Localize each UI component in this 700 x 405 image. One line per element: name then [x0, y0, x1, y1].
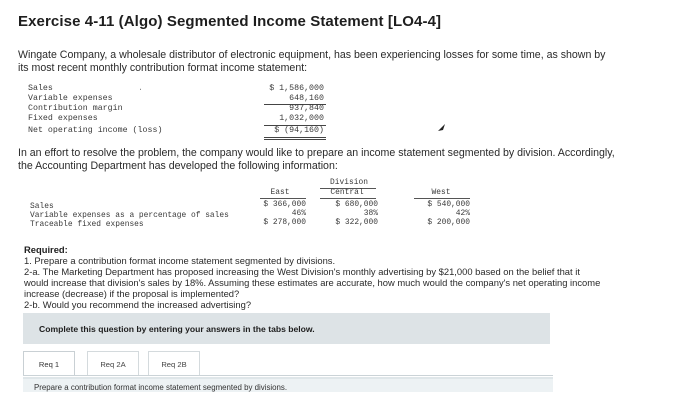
required-item-2a: 2-a. The Marketing Department has proposed increasing the West Division's monthly advertising by $21,000 based on the belief that it would increase that division's sales by 18%. Assuming these estimates are accurate, how much would the company's net operating income increase (decrease) if the proposal is implemented?	[24, 266, 601, 299]
row-label-variable-expenses-pct: Variable expenses as a percentage of sales	[30, 211, 229, 220]
column-header-central: Central	[330, 188, 364, 197]
header-underline	[320, 198, 376, 199]
tab-strip-border	[23, 375, 553, 376]
statement-value: $ 1,586,000	[269, 84, 324, 93]
instructions-banner: Complete this question by entering your answers in the tabs below.	[23, 313, 550, 344]
statement-value: 648,160	[289, 94, 324, 103]
exercise-title: Exercise 4-11 (Algo) Segmented Income Statement [LO4-4]	[18, 13, 442, 30]
statement-label: Sales	[28, 84, 53, 93]
east-traceable-fixed: $ 278,000	[263, 218, 306, 227]
answer-tabs	[23, 351, 553, 376]
dot-mark: .	[138, 84, 143, 93]
statement-value: $ (94,160)	[274, 126, 324, 135]
required-section	[24, 244, 604, 310]
tab-req-2a[interactable]: Req 2A	[87, 351, 139, 375]
east-variable-pct: 46%	[291, 209, 306, 218]
effort-text: In an effort to resolve the problem, the company would like to prepare an income statement segmented by division. Accordingly, the Accounting Department has developed the following information:	[18, 147, 615, 172]
statement-label: Contribution margin	[28, 104, 123, 113]
double-underline	[264, 137, 326, 138]
central-variable-pct: 38%	[363, 209, 378, 218]
west-traceable-fixed: $ 200,000	[427, 218, 470, 227]
column-header-east: East	[270, 188, 290, 197]
statement-label: Fixed expenses	[28, 114, 98, 123]
west-sales: $ 540,000	[427, 200, 470, 209]
division-data-table	[30, 178, 470, 230]
tab-req-2b[interactable]: Req 2B	[148, 351, 200, 375]
tab-req-1[interactable]: Req 1	[23, 351, 75, 375]
statement-row-fixed-expenses	[28, 114, 324, 124]
required-item-2b: 2-b. Would you recommend the increased advertising?	[24, 299, 252, 310]
east-sales: $ 366,000	[263, 200, 306, 209]
statement-row-net-operating-income	[28, 126, 324, 136]
header-underline	[414, 198, 470, 199]
statement-row-sales	[28, 84, 324, 94]
west-variable-pct: 42%	[455, 209, 470, 218]
column-header-west: West	[431, 188, 451, 197]
central-sales: $ 680,000	[335, 200, 378, 209]
mouse-cursor-icon	[438, 124, 445, 131]
header-underline	[260, 198, 306, 199]
required-heading: Required:	[24, 244, 68, 255]
active-tab-prompt: Prepare a contribution format income statement segmented by divisions.	[23, 377, 553, 392]
statement-label: Net operating income (loss)	[28, 126, 163, 135]
intro-text: Wingate Company, a wholesale distributor of electronic equipment, has been experiencing losses for some time, as shown by its most recent monthly contribution format income statement:	[18, 49, 606, 74]
statement-label: Variable expenses	[28, 94, 113, 103]
required-item-1: 1. Prepare a contribution format income statement segmented by divisions.	[24, 255, 336, 266]
row-label-traceable-fixed: Traceable fixed expenses	[30, 220, 144, 229]
statement-row-variable-expenses	[28, 94, 324, 104]
double-underline	[264, 139, 326, 140]
central-traceable-fixed: $ 322,000	[335, 218, 378, 227]
statement-value: 1,032,000	[279, 114, 324, 123]
statement-row-contribution-margin	[28, 104, 324, 114]
row-label-sales: Sales	[30, 202, 54, 211]
division-group-header: Division	[330, 178, 368, 187]
statement-value: 937,840	[289, 104, 324, 113]
company-income-statement	[28, 84, 324, 140]
